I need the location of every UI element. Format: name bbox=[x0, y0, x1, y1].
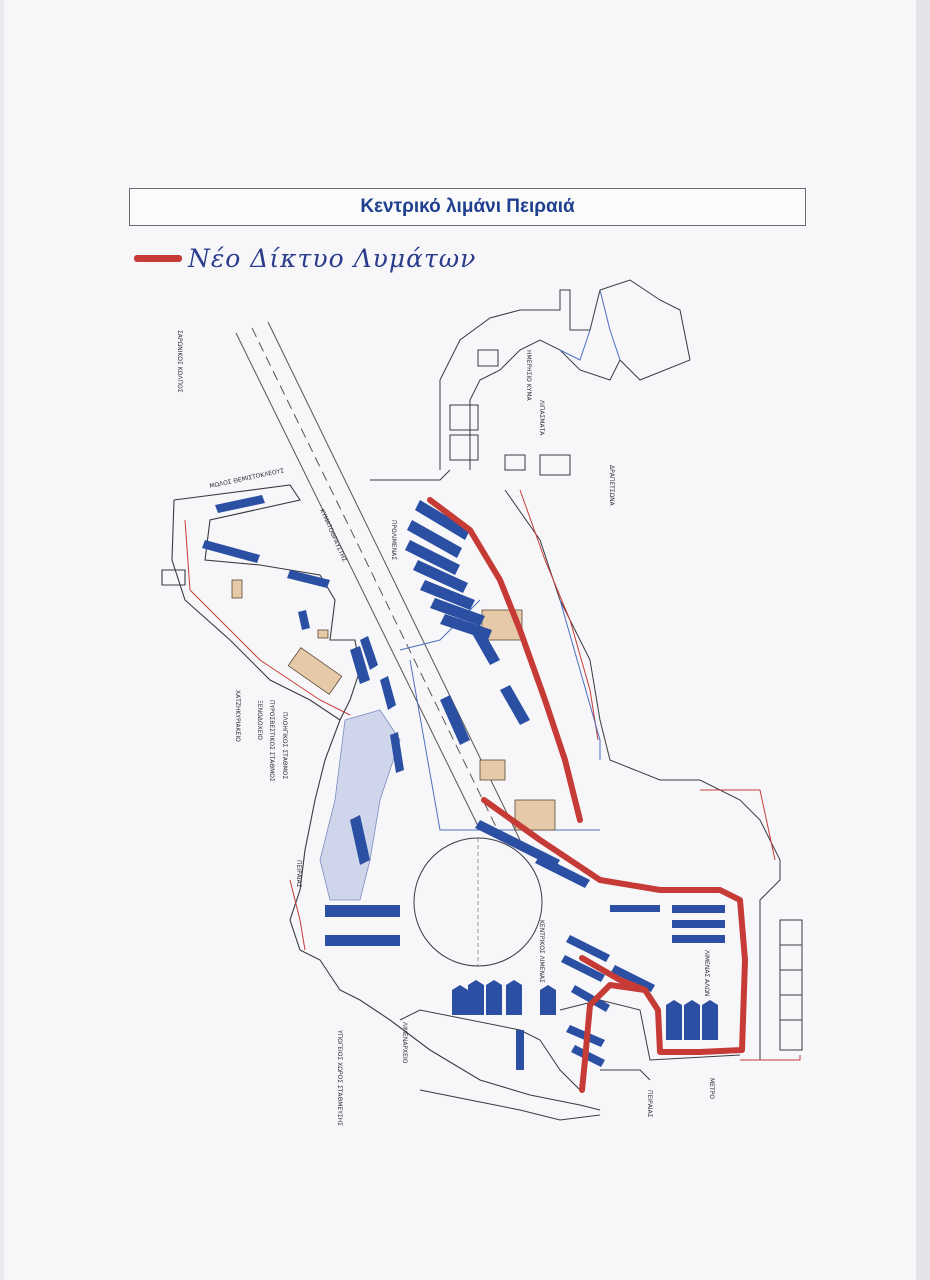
label-hmerhsio: ΗΜΕΡΗΣΙΟ ΚΥΜΑ bbox=[525, 350, 532, 401]
page-title: Κεντρικό λιμάνι Πειραιά bbox=[360, 196, 575, 217]
west-quay-shading bbox=[320, 710, 400, 900]
label-peiraias-left: ΠΕΙΡΑΙΑΣ bbox=[295, 860, 302, 888]
label-plothgikos: ΠΛΟΗΓΙΚΟΣ ΣΤΑΘΜΟΣ bbox=[281, 712, 288, 780]
label-saronic: ΣΑΡΩΝΙΚΟΣ ΚΟΛΠΟΣ bbox=[176, 330, 183, 393]
ships bbox=[202, 495, 725, 1070]
label-limenarxeio: ΛΙΜΕΝΑΡΧΕΙΟ bbox=[401, 1022, 408, 1064]
label-apolimata: ΛΙΠΑΣΜΑΤΑ bbox=[538, 400, 545, 436]
label-peiraias-bottom: ΠΕΙΡΑΙΑΣ bbox=[646, 1090, 653, 1118]
label-drapetsona: ΔΡΑΠΕΤΣΩΝΑ bbox=[608, 465, 615, 506]
label-themistokleous: ΜΩΛΟΣ ΘΕΜΙΣΤΟΚΛΕΟΥΣ bbox=[208, 467, 285, 490]
label-metro: ΜΕΤΡΟ bbox=[708, 1078, 715, 1099]
legend-label: Νέο Δίκτυο Λυμάτων bbox=[188, 243, 477, 273]
map-labels bbox=[176, 330, 715, 1126]
label-pyrosvestikos: ΠΥΡΟΣΒΕΣΤΙΚΟΣ ΣΤΑΘΜΟΣ bbox=[268, 700, 275, 782]
label-kentrikos: ΚΕΝΤΡΙΚΟΣ ΛΙΜΕΝΑΣ bbox=[538, 920, 545, 983]
central-harbour bbox=[414, 838, 542, 966]
label-ypogeios: ΥΠΟΓΕΙΟΣ ΧΩΡΟΣ ΣΤΑΘΜΕΥΣΗΣ bbox=[336, 1030, 343, 1126]
label-xatzikyriakeio: ΧΑΤΖΗΚΥΡΙΑΚΕΙΟ bbox=[234, 690, 241, 742]
label-proliminas: ΠΡΟΛΙΜΕΝΑΣ bbox=[390, 520, 397, 561]
east-coast bbox=[505, 490, 802, 1060]
label-kymatothrafstis: ΚΥΜΑΤΟΘΡΑΥΣΤΗΣ bbox=[318, 507, 348, 564]
label-xenodoxeio: ΞΕΝΟΔΟΧΕΙΟ bbox=[256, 700, 263, 741]
label-limenas-alon: ΛΙΜΕΝΑΣ ΑΛΩΝ bbox=[703, 950, 710, 997]
